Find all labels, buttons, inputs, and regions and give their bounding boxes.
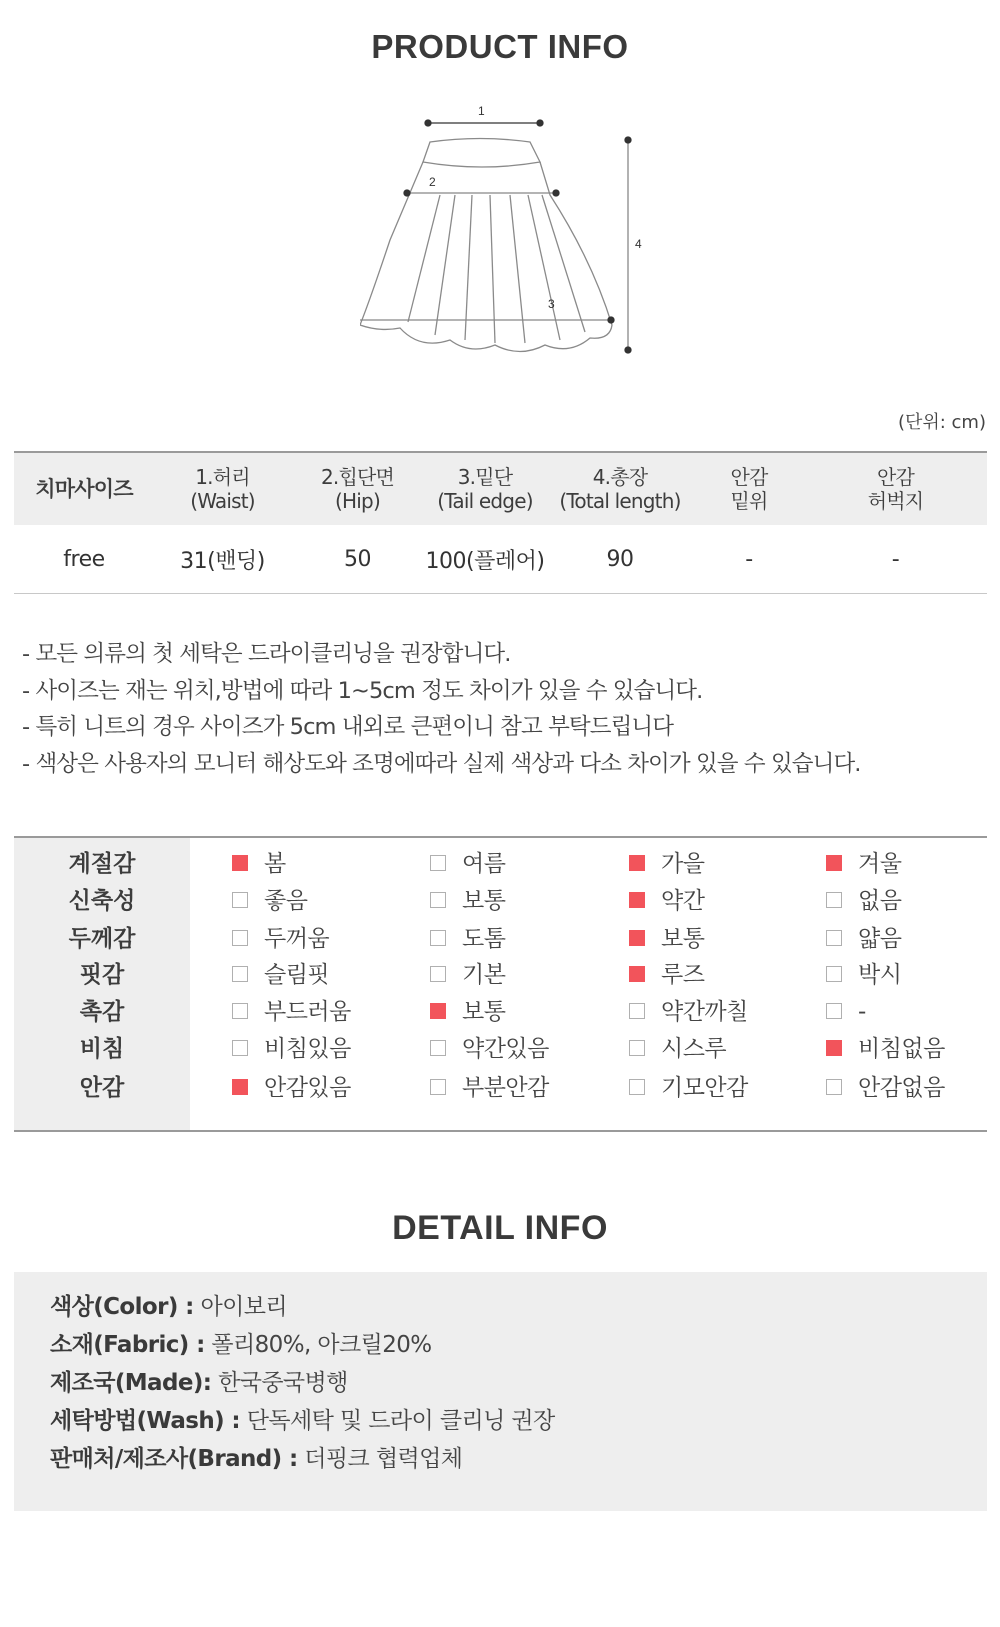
detail-info-title: DETAIL INFO xyxy=(392,1209,608,1247)
checked-box-icon xyxy=(629,892,645,908)
cell-waist: 31(밴딩) xyxy=(180,548,265,574)
option-label: 약간있음 xyxy=(462,1036,549,1062)
detail-value: 한국중국병행 xyxy=(218,1370,348,1396)
attribute-row xyxy=(14,993,987,1031)
option-label: 도톰 xyxy=(462,926,506,952)
option-label: 없음 xyxy=(858,888,902,914)
option-label: 안감있음 xyxy=(264,1075,351,1101)
option-label: 비침없음 xyxy=(858,1036,945,1062)
note-item: - 색상은 사용자의 모니터 해상도와 조명에따라 실제 색상과 다소 차이가 있을 수 있습니다. xyxy=(22,750,861,777)
diagram-label-2: 2 xyxy=(429,175,436,189)
cell-lining-thigh: - xyxy=(891,546,900,572)
skirt-measurement-diagram xyxy=(360,100,670,375)
attribute-label: 계절감 xyxy=(68,851,136,877)
option-label: 겨울 xyxy=(858,851,902,877)
attribute-label: 신축성 xyxy=(68,888,136,914)
header-hip: 2.힙단면 (Hip) xyxy=(291,452,424,525)
note-item: - 특히 니트의 경우 사이즈가 5cm 내외로 큰편이니 참고 부탁드립니다 xyxy=(22,714,674,740)
cell-tail-edge: 100(플레어) xyxy=(425,548,545,574)
unchecked-box-icon xyxy=(826,966,842,982)
unchecked-box-icon xyxy=(430,892,446,908)
option-label: 시스루 xyxy=(661,1036,727,1062)
unchecked-box-icon xyxy=(826,1079,842,1095)
diagram-label-3: 3 xyxy=(548,297,555,311)
option-label: 부분안감 xyxy=(462,1075,549,1101)
option-label: 기본 xyxy=(462,962,506,988)
unchecked-box-icon xyxy=(629,1079,645,1095)
detail-row xyxy=(50,1292,287,1322)
unchecked-box-icon xyxy=(232,930,248,946)
option-label: 봄 xyxy=(264,851,286,877)
detail-value: 아이보리 xyxy=(200,1294,287,1320)
detail-key: 소재(Fabric) : xyxy=(50,1332,205,1358)
detail-value: 더핑크 협력업체 xyxy=(304,1446,463,1472)
option-label: 좋음 xyxy=(264,888,308,914)
detail-row xyxy=(50,1330,432,1360)
size-table xyxy=(14,451,987,594)
option-label: 보통 xyxy=(462,999,506,1025)
option-label: 보통 xyxy=(462,888,506,914)
checked-box-icon xyxy=(430,1003,446,1019)
header-tail-edge: 3.밑단 (Tail edge) xyxy=(424,452,546,525)
detail-key: 제조국(Made): xyxy=(50,1370,212,1396)
option-label: 약간 xyxy=(661,888,705,914)
diagram-label-1: 1 xyxy=(478,104,485,118)
unchecked-box-icon xyxy=(629,1040,645,1056)
attribute-row xyxy=(14,882,987,920)
unit-label: (단위: cm) xyxy=(897,412,986,433)
detail-info-box xyxy=(14,1272,987,1511)
option-label: 부드러움 xyxy=(264,999,351,1025)
detail-row xyxy=(50,1406,555,1436)
detail-row xyxy=(50,1444,462,1474)
cell-hip: 50 xyxy=(344,546,371,572)
attribute-row xyxy=(14,1030,987,1068)
checked-box-icon xyxy=(629,966,645,982)
attribute-row xyxy=(14,845,987,883)
table-row xyxy=(14,525,987,594)
cell-lining-rise: - xyxy=(745,546,753,572)
header-waist: 1.허리 (Waist) xyxy=(154,452,291,525)
cell-total-length: 90 xyxy=(606,546,634,572)
checked-box-icon xyxy=(826,855,842,871)
attribute-label: 핏감 xyxy=(79,962,125,988)
unchecked-box-icon xyxy=(430,1079,446,1095)
product-info-title: PRODUCT INFO xyxy=(371,28,629,65)
unchecked-box-icon xyxy=(232,892,248,908)
attribute-row xyxy=(14,1069,987,1107)
fabric-attributes-grid xyxy=(14,836,987,1132)
checked-box-icon xyxy=(232,1079,248,1095)
option-label: 가을 xyxy=(661,851,705,877)
unchecked-box-icon xyxy=(232,966,248,982)
unchecked-box-icon xyxy=(826,1003,842,1019)
unchecked-box-icon xyxy=(430,966,446,982)
checked-box-icon xyxy=(629,930,645,946)
cell-size: free xyxy=(63,546,105,572)
option-label: 기모안감 xyxy=(661,1075,748,1101)
note-item: - 사이즈는 재는 위치,방법에 따라 1~5cm 정도 차이가 있을 수 있습니다. xyxy=(22,677,703,704)
detail-value: 폴리80%, 아크릴20% xyxy=(211,1332,432,1358)
note-item: - 모든 의류의 첫 세탁은 드라이클리닝을 권장합니다. xyxy=(22,641,511,667)
option-label: 보통 xyxy=(661,926,705,952)
attribute-label: 촉감 xyxy=(79,999,125,1025)
notes-list xyxy=(22,636,861,782)
diagram-label-4: 4 xyxy=(635,237,642,251)
checked-box-icon xyxy=(826,1040,842,1056)
detail-row xyxy=(50,1368,348,1398)
unchecked-box-icon xyxy=(430,1040,446,1056)
unchecked-box-icon xyxy=(629,1003,645,1019)
unchecked-box-icon xyxy=(232,1040,248,1056)
option-label: 박시 xyxy=(858,962,902,988)
detail-key: 세탁방법(Wash) : xyxy=(50,1408,241,1434)
checked-box-icon xyxy=(232,855,248,871)
attribute-label: 안감 xyxy=(79,1075,125,1101)
unchecked-box-icon xyxy=(826,930,842,946)
unchecked-box-icon xyxy=(430,855,446,871)
option-label: 약간까칠 xyxy=(661,999,748,1025)
attribute-label: 비침 xyxy=(79,1036,125,1062)
attribute-row xyxy=(14,956,987,994)
detail-key: 색상(Color) : xyxy=(50,1294,194,1320)
size-table-header xyxy=(14,452,987,525)
option-label: 루즈 xyxy=(661,962,705,988)
option-label: 안감없음 xyxy=(858,1075,945,1101)
attribute-row xyxy=(14,920,987,958)
header-skirt-size: 치마사이즈 xyxy=(14,452,154,525)
option-label: 얇음 xyxy=(858,926,902,952)
unchecked-box-icon xyxy=(826,892,842,908)
option-label: 비침있음 xyxy=(264,1036,351,1062)
header-lining-rise: 안감 밑위 xyxy=(694,452,804,525)
header-total-length: 4.총장 (Total length) xyxy=(546,452,694,525)
detail-key: 판매처/제조사(Brand) : xyxy=(50,1446,298,1472)
option-label: 여름 xyxy=(462,851,506,877)
checked-box-icon xyxy=(629,855,645,871)
option-label: 슬림핏 xyxy=(264,962,330,988)
detail-value: 단독세탁 및 드라이 클리닝 권장 xyxy=(246,1408,555,1434)
attribute-label: 두께감 xyxy=(68,926,136,952)
option-label: - xyxy=(858,999,866,1025)
option-label: 두꺼움 xyxy=(264,926,330,952)
unchecked-box-icon xyxy=(232,1003,248,1019)
header-lining-thigh: 안감 허벅지 xyxy=(804,452,987,525)
unchecked-box-icon xyxy=(430,930,446,946)
